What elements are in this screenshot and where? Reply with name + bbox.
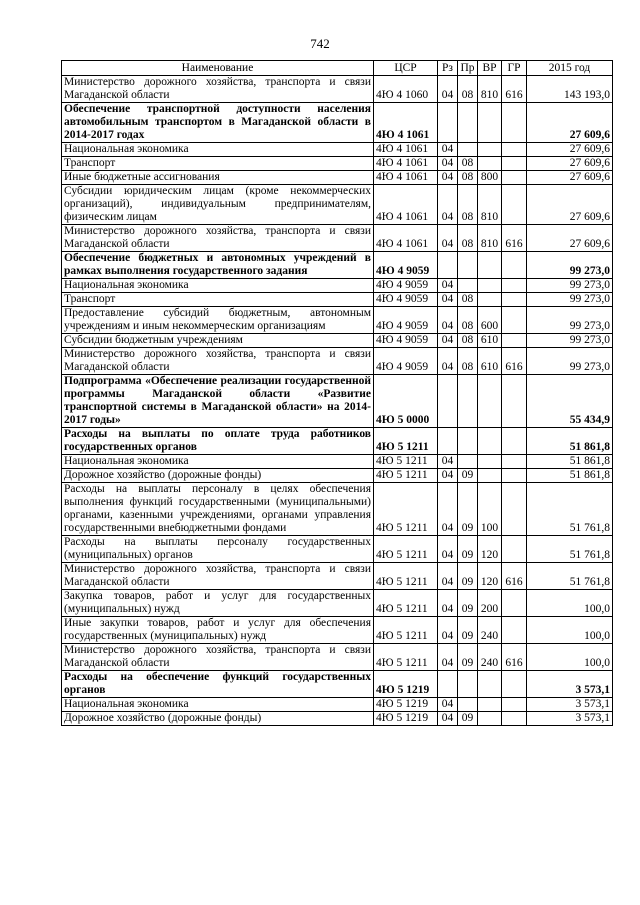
table-row [62,185,613,225]
cell-amount: 27 609,6 [527,185,613,225]
cell-gr [502,293,527,307]
cell-name: Национальная экономика [62,455,374,469]
cell-pr: 08 [458,171,478,185]
cell-vr: 810 [478,76,502,103]
cell-csr: 4Ю 4 1061 [374,143,438,157]
cell-pr: 09 [458,712,478,726]
cell-gr [502,455,527,469]
table-row [62,483,613,536]
cell-csr: 4Ю 5 1219 [374,671,438,698]
cell-amount: 99 273,0 [527,279,613,293]
cell-name: Министерство дорожного хозяйства, транспорта и связи Магаданской области [62,348,374,375]
cell-vr [478,143,502,157]
cell-rz [438,428,458,455]
cell-gr [502,671,527,698]
cell-name: Расходы на выплаты персоналу в целях обеспечения выполнения функций государственными (муниципальными) органами, казенными учреждениями, органами управления государственными внебюджетными фондами [62,483,374,536]
cell-gr [502,428,527,455]
table-row [62,157,613,171]
cell-csr: 4Ю 5 1211 [374,469,438,483]
cell-rz: 04 [438,293,458,307]
cell-csr: 4Ю 4 1061 [374,103,438,143]
cell-pr: 08 [458,157,478,171]
header-gr: ГР [502,61,527,76]
cell-pr [458,252,478,279]
cell-amount: 143 193,0 [527,76,613,103]
cell-amount: 99 273,0 [527,293,613,307]
cell-pr: 09 [458,590,478,617]
cell-vr: 120 [478,536,502,563]
cell-amount: 51 861,8 [527,428,613,455]
cell-name: Расходы на обеспечение функций государственных органов [62,671,374,698]
cell-gr [502,171,527,185]
cell-pr [458,455,478,469]
cell-rz: 04 [438,225,458,252]
cell-gr [502,103,527,143]
cell-pr [458,103,478,143]
cell-vr: 810 [478,225,502,252]
cell-name: Национальная экономика [62,143,374,157]
cell-gr [502,252,527,279]
table-row [62,307,613,334]
cell-pr: 09 [458,483,478,536]
cell-amount: 27 609,6 [527,157,613,171]
cell-amount: 100,0 [527,644,613,671]
cell-pr: 08 [458,225,478,252]
cell-pr: 09 [458,644,478,671]
table-row [62,428,613,455]
cell-csr: 4Ю 5 1211 [374,455,438,469]
cell-name: Министерство дорожного хозяйства, транспорта и связи Магаданской области [62,644,374,671]
cell-gr [502,375,527,428]
table-row [62,590,613,617]
cell-name: Иные бюджетные ассигнования [62,171,374,185]
table-row [62,375,613,428]
table-row [62,455,613,469]
cell-gr [502,307,527,334]
header-row [62,61,613,76]
cell-gr: 616 [502,348,527,375]
cell-amount: 27 609,6 [527,103,613,143]
cell-vr: 240 [478,617,502,644]
cell-csr: 4Ю 5 1219 [374,698,438,712]
cell-rz: 04 [438,76,458,103]
cell-rz: 04 [438,143,458,157]
cell-gr: 616 [502,644,527,671]
cell-gr: 616 [502,76,527,103]
header-pr: Пр [458,61,478,76]
table-row [62,76,613,103]
cell-rz: 04 [438,712,458,726]
cell-rz: 04 [438,590,458,617]
cell-gr [502,279,527,293]
cell-name: Транспорт [62,157,374,171]
cell-name: Иные закупки товаров, работ и услуг для обеспечения государственных (муниципальных) нужд [62,617,374,644]
cell-rz: 04 [438,348,458,375]
cell-pr [458,143,478,157]
cell-rz [438,375,458,428]
table-row [62,698,613,712]
cell-rz: 04 [438,171,458,185]
cell-csr: 4Ю 5 1211 [374,644,438,671]
cell-rz: 04 [438,563,458,590]
cell-name: Обеспечение транспортной доступности населения автомобильным транспортом в Магаданской области в 2014-2017 годах [62,103,374,143]
cell-name: Дорожное хозяйство (дорожные фонды) [62,712,374,726]
cell-rz: 04 [438,279,458,293]
cell-name: Национальная экономика [62,698,374,712]
table-row [62,143,613,157]
cell-rz: 04 [438,307,458,334]
cell-gr [502,590,527,617]
header-vr: ВР [478,61,502,76]
cell-name: Субсидии юридическим лицам (кроме некоммерческих организаций), индивидуальным предпринимателям, физическим лицам [62,185,374,225]
cell-csr: 4Ю 4 1060 [374,76,438,103]
cell-amount: 51 861,8 [527,455,613,469]
cell-vr [478,455,502,469]
cell-amount: 27 609,6 [527,225,613,252]
cell-csr: 4Ю 4 1061 [374,225,438,252]
cell-gr [502,712,527,726]
cell-gr: 616 [502,563,527,590]
cell-csr: 4Ю 5 1211 [374,590,438,617]
table-row [62,671,613,698]
cell-amount: 99 273,0 [527,307,613,334]
cell-name: Дорожное хозяйство (дорожные фонды) [62,469,374,483]
cell-rz: 04 [438,617,458,644]
cell-rz: 04 [438,644,458,671]
cell-vr [478,671,502,698]
cell-csr: 4Ю 4 9059 [374,293,438,307]
table-row [62,617,613,644]
cell-vr: 120 [478,563,502,590]
table-row [62,712,613,726]
cell-vr: 610 [478,334,502,348]
cell-pr [458,698,478,712]
cell-name: Национальная экономика [62,279,374,293]
cell-rz: 04 [438,334,458,348]
cell-csr: 4Ю 5 1219 [374,712,438,726]
cell-vr [478,157,502,171]
cell-csr: 4Ю 5 1211 [374,563,438,590]
cell-pr: 09 [458,469,478,483]
table-row [62,536,613,563]
cell-vr [478,103,502,143]
cell-rz [438,103,458,143]
cell-amount: 51 761,8 [527,483,613,536]
cell-vr [478,712,502,726]
cell-name: Транспорт [62,293,374,307]
cell-rz: 04 [438,469,458,483]
header-csr: ЦСР [374,61,438,76]
cell-pr [458,428,478,455]
cell-gr [502,469,527,483]
header-rz: Рз [438,61,458,76]
cell-vr [478,252,502,279]
table-row [62,103,613,143]
cell-vr: 600 [478,307,502,334]
cell-pr [458,375,478,428]
cell-csr: 4Ю 4 9059 [374,252,438,279]
cell-csr: 4Ю 4 1061 [374,171,438,185]
table-row [62,348,613,375]
cell-pr: 09 [458,563,478,590]
cell-gr [502,143,527,157]
cell-pr [458,279,478,293]
cell-amount: 99 273,0 [527,348,613,375]
cell-csr: 4Ю 4 9059 [374,334,438,348]
cell-pr: 09 [458,536,478,563]
cell-pr: 08 [458,334,478,348]
table-row [62,225,613,252]
cell-amount: 51 761,8 [527,536,613,563]
cell-rz: 04 [438,483,458,536]
header-year: 2015 год [527,61,613,76]
cell-pr: 08 [458,76,478,103]
cell-vr: 810 [478,185,502,225]
table-row [62,334,613,348]
cell-csr: 4Ю 5 1211 [374,428,438,455]
cell-pr [458,671,478,698]
cell-pr: 09 [458,617,478,644]
cell-gr [502,617,527,644]
cell-csr: 4Ю 5 0000 [374,375,438,428]
cell-pr: 08 [458,293,478,307]
cell-name: Субсидии бюджетным учреждениям [62,334,374,348]
cell-vr [478,469,502,483]
cell-rz: 04 [438,455,458,469]
cell-amount: 27 609,6 [527,143,613,157]
cell-name: Расходы на выплаты по оплате труда работников государственных органов [62,428,374,455]
cell-vr [478,698,502,712]
cell-vr: 240 [478,644,502,671]
cell-csr: 4Ю 4 9059 [374,307,438,334]
cell-rz: 04 [438,157,458,171]
cell-amount: 99 273,0 [527,334,613,348]
cell-gr [502,185,527,225]
page-number: 742 [310,36,330,51]
table-row [62,469,613,483]
cell-pr: 08 [458,307,478,334]
cell-csr: 4Ю 4 9059 [374,348,438,375]
table-row [62,279,613,293]
cell-pr: 08 [458,185,478,225]
cell-csr: 4Ю 4 1061 [374,157,438,171]
cell-amount: 100,0 [527,590,613,617]
cell-vr [478,375,502,428]
cell-vr [478,293,502,307]
cell-amount: 27 609,6 [527,171,613,185]
cell-rz: 04 [438,536,458,563]
cell-rz: 04 [438,185,458,225]
cell-amount: 51 761,8 [527,563,613,590]
cell-csr: 4Ю 5 1211 [374,536,438,563]
cell-csr: 4Ю 4 1061 [374,185,438,225]
cell-gr: 616 [502,225,527,252]
header-name: Наименование [62,61,374,76]
cell-name: Обеспечение бюджетных и автономных учреждений в рамках выполнения государственного задания [62,252,374,279]
cell-vr: 200 [478,590,502,617]
cell-name: Расходы на выплаты персоналу государственных (муниципальных) органов [62,536,374,563]
cell-csr: 4Ю 4 9059 [374,279,438,293]
cell-amount: 3 573,1 [527,712,613,726]
cell-vr: 100 [478,483,502,536]
table-row [62,293,613,307]
cell-name: Министерство дорожного хозяйства, транспорта и связи Магаданской области [62,225,374,252]
cell-amount: 3 573,1 [527,698,613,712]
cell-name: Закупка товаров, работ и услуг для государственных (муниципальных) нужд [62,590,374,617]
cell-gr [502,536,527,563]
cell-amount: 55 434,9 [527,375,613,428]
cell-csr: 4Ю 5 1211 [374,617,438,644]
cell-pr: 08 [458,348,478,375]
cell-gr [502,483,527,536]
cell-rz [438,671,458,698]
cell-vr [478,428,502,455]
cell-name: Министерство дорожного хозяйства, транспорта и связи Магаданской области [62,76,374,103]
cell-amount: 99 273,0 [527,252,613,279]
cell-vr: 610 [478,348,502,375]
cell-name: Подпрограмма «Обеспечение реализации государственной программы Магаданской области «Развитие транспортной системы в Магаданской области» на 2014-2017 годы» [62,375,374,428]
table-row [62,252,613,279]
cell-gr [502,334,527,348]
table-row [62,563,613,590]
cell-amount: 100,0 [527,617,613,644]
table-row [62,644,613,671]
budget-table [61,60,613,726]
cell-name: Министерство дорожного хозяйства, транспорта и связи Магаданской области [62,563,374,590]
cell-rz [438,252,458,279]
cell-csr: 4Ю 5 1211 [374,483,438,536]
cell-amount: 51 861,8 [527,469,613,483]
cell-name: Предоставление субсидий бюджетным, автономным учреждениям и иным некоммерческим организациям [62,307,374,334]
cell-vr: 800 [478,171,502,185]
cell-gr [502,698,527,712]
cell-gr [502,157,527,171]
cell-rz: 04 [438,698,458,712]
cell-amount: 3 573,1 [527,671,613,698]
cell-vr [478,279,502,293]
table-row [62,171,613,185]
